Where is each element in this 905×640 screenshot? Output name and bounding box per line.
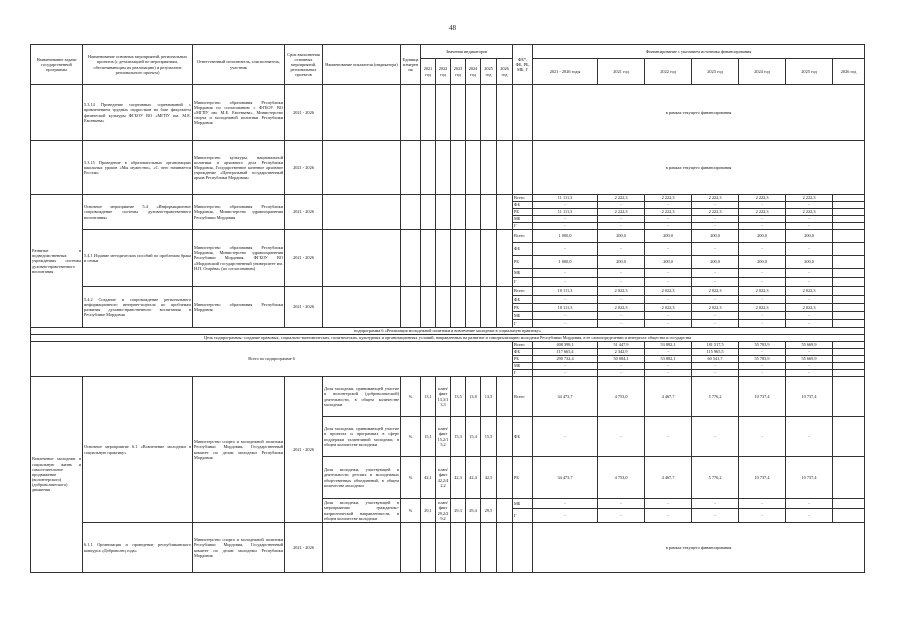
fund-source: РБ [513, 256, 533, 269]
fin-value: 55 669,9 [786, 342, 833, 349]
header-task-name: Наименование задачи государственной программы [31, 45, 83, 85]
indicator-name: Доля молодежи, участвующей в мероприятиях гражданско-патриотической направленности, в общем количестве молодежи [324, 500, 399, 521]
fin-value: 2 222,3 [692, 209, 739, 216]
fin-value: 10 737,4 [739, 377, 786, 417]
fin-value: 4 467,7 [645, 457, 692, 499]
table-row [31, 377, 865, 417]
subprogram-goal: Цель подпрограммы: создание правовых, социально-экономических, политических, культурных и организационных условий, направленных на развитие и самореализацию молодежи Республики Мордовия, в ее самоопределении и интересах общества и государства [31, 335, 865, 342]
fin-value: - [739, 202, 786, 209]
indicator-value: 13,1 [421, 377, 436, 417]
fund-source: Г [513, 320, 533, 328]
fin-value: - [598, 296, 645, 304]
responsible-cell: Министерство культуры, национальной политики и архивного дела Республики Мордовия, Государственное казенное архивное учреждение «Центральный государственный архив Республики Мордовия» [193, 141, 285, 195]
fin-year: 2023 год [692, 59, 739, 85]
fund-source: Всего [513, 195, 533, 202]
fin-value: 2 222,3 [645, 209, 692, 216]
fin-value: - [598, 417, 645, 457]
target-year: 2025 год [481, 59, 497, 85]
term-cell: 2021 - 2026 [285, 377, 323, 523]
header-fund-source: ФБ*, ФБ, РБ, МБ, Г [513, 45, 533, 85]
fin-value: 53 882,1 [645, 342, 692, 349]
fin-value: 2 022,3 [598, 304, 645, 312]
fund-source: Г [513, 509, 533, 523]
event-cell: 5.3.14 Проведение спортивных соревнований с привлечением трудных подростков на базе факультета физической культуры ФГБОУ ВО «МГПУ им. М.Е. Евсевьева» [83, 85, 193, 141]
fin-value: - [645, 417, 692, 457]
fin-value: 4 753,0 [598, 457, 645, 499]
indicator-value: 29,1 [421, 499, 436, 523]
indicator-value: план/факт 13,3/13,3 [436, 377, 451, 417]
indicator-value: 42,1 [421, 457, 436, 499]
fin-value: - [645, 243, 692, 256]
fin-value: 11 111,3 [533, 209, 598, 216]
target-year: 2026 год [497, 59, 513, 85]
fund-source: ФБ [513, 349, 533, 356]
financing-note: в рамках текущего финансирования [533, 85, 865, 141]
indicator-value: 42,5 [481, 457, 497, 499]
fin-value: - [645, 278, 692, 287]
responsible-cell: Министерство спорта и молодежной политики Республики Мордовия, Государственный комитет по делам молодежи Республики Мордовия [193, 523, 285, 573]
fin-value: 200,0 [692, 256, 739, 269]
fin-value: - [786, 320, 833, 328]
fin-value: - [645, 223, 692, 230]
target-year: 2023 год [451, 59, 466, 85]
fin-value: - [786, 202, 833, 209]
indicator-value: план/факт 29,2/29,2 [436, 499, 451, 523]
fin-value: 290 732,4 [533, 356, 598, 363]
fin-value: - [786, 312, 833, 320]
table-row [31, 342, 865, 349]
fin-value: 2 222,3 [739, 195, 786, 202]
indicator-name: Доля молодежи, участвующей в деятельности детских и молодежных общественных объединений, в общем количестве молодежи [323, 457, 401, 499]
indicator-name: Доля молодежи, принимающей участие в проектах и программах в сфере поддержки талантливой молодежи, в общем количестве молодежи [323, 417, 401, 457]
fin-value: - [739, 499, 786, 509]
fin-value: - [692, 370, 739, 377]
task-cell [31, 85, 83, 141]
table-row [31, 141, 865, 195]
fin-value: - [692, 243, 739, 256]
header-deadline: Срок выполнения основных мероприятий, региональных проектов [285, 45, 323, 85]
fin-value: - [645, 499, 692, 509]
header-indicator-name: Наименование показателя (индикатора) [323, 45, 401, 85]
fin-value: - [645, 363, 692, 370]
fin-value: 55 783,9 [739, 342, 786, 349]
fin-value: 1 000,0 [533, 256, 598, 269]
fin-value: - [598, 202, 645, 209]
subprogram-goal-row [31, 335, 865, 342]
fin-value: - [598, 320, 645, 328]
fin-value: - [645, 370, 692, 377]
fin-value: - [786, 499, 833, 509]
fin-value: - [739, 363, 786, 370]
fin-value: 200,0 [739, 256, 786, 269]
fin-value: 200,0 [645, 256, 692, 269]
fin-value: - [598, 499, 645, 509]
target-year: 2021 год [421, 59, 436, 85]
indicator-value: план/факт 15,2/15,2 [436, 417, 451, 457]
responsible-cell: Министерство образования Республики Мордовия по согласованию с ФГБОУ ВО «МГПУ им. М.Е. Евсевьева», Министерство спорта и молодежной политики Республики Мордовия [193, 85, 285, 141]
fin-value: 1 000,0 [533, 230, 598, 243]
table-header-row [31, 45, 865, 59]
term-cell: 2021 - 2026 [285, 141, 323, 195]
fin-value: - [786, 243, 833, 256]
fin-value: 408 398,1 [533, 342, 598, 349]
fin-value: 34 473,7 [533, 377, 598, 417]
fin-value: 2 222,3 [598, 195, 645, 202]
fin-value: - [692, 499, 739, 509]
fin-value: - [739, 296, 786, 304]
fin-value: 34 473,7 [533, 457, 598, 499]
fin-value: - [598, 243, 645, 256]
fin-value: - [533, 269, 598, 278]
responsible-cell: Министерство образования Республики Мордовия, Министерство здравоохранения Республики Мордовия, ФГБОУ ВО «Мордовский государственный университет им. Н.П. Огарёва» (по согласованию) [193, 230, 285, 287]
header-target-values: Значения индикаторов [421, 45, 513, 59]
fund-source: Всего [513, 287, 533, 296]
term-cell: 2021 - 2026 [285, 230, 323, 287]
event-cell: 6.1.1 Организация и проведение республиканского конкурса «Доброволец года» [83, 523, 193, 573]
program-table [30, 44, 865, 573]
fin-value: - [645, 509, 692, 523]
indicator-value: 15,5 [481, 417, 497, 457]
fin-value: - [645, 349, 692, 356]
indicator-value: 29,5 [481, 499, 497, 523]
fin-value: - [786, 278, 833, 287]
fin-value: - [739, 509, 786, 523]
fin-value: - [533, 223, 598, 230]
indicator-value: план/факт 42,2/42,2 [436, 457, 451, 499]
fin-value: 117 665,4 [533, 349, 598, 356]
fin-year: 2024 год [739, 59, 786, 85]
subprogram-title: подпрограмма 6 «Реализация молодежной политики и вовлечение молодежи в социальную практику» [31, 328, 865, 335]
event-cell: 5.4.1 Издание методических пособий по проблемам брака и семьи [83, 230, 193, 287]
indicator-value: 29,4 [466, 499, 481, 523]
indicator-value: 42,4 [466, 457, 481, 499]
fin-value: - [786, 370, 833, 377]
header-event-name: Наименование основных мероприятий, региональных проектов (с детализацией по мероприятиям, обеспечивающим их реализацию) и результатов регионального проекта) [83, 45, 193, 85]
fin-value: - [645, 312, 692, 320]
fin-value: - [692, 320, 739, 328]
fin-value: - [533, 320, 598, 328]
fin-value: - [645, 320, 692, 328]
fin-value: 2 022,3 [645, 287, 692, 296]
indicator-value: 42,3 [451, 457, 466, 499]
fin-value: 50 084,1 [598, 356, 645, 363]
fund-source: РБ [513, 209, 533, 216]
fund-source: МБ [513, 269, 533, 278]
indicator-value: 13,5 [451, 377, 466, 417]
fin-value: - [598, 509, 645, 523]
fin-value: - [739, 243, 786, 256]
fin-value: - [533, 312, 598, 320]
fin-value: - [739, 269, 786, 278]
fin-value: - [692, 223, 739, 230]
fin-year: 2026 год [833, 59, 865, 85]
task-cell [31, 141, 83, 195]
fin-value: - [533, 243, 598, 256]
fin-value: - [533, 216, 598, 223]
fin-value: - [598, 278, 645, 287]
fin-value: - [598, 223, 645, 230]
fin-value: - [533, 499, 598, 509]
table-row [31, 195, 865, 202]
fin-value: 200,0 [786, 256, 833, 269]
fund-source: ФБ [513, 417, 533, 457]
fin-value: 10 111,3 [533, 287, 598, 296]
fin-value: - [645, 216, 692, 223]
fin-value: - [598, 312, 645, 320]
task-cell: Развитие в подведомственных учреждениях системы духовно-нравственного воспитания [31, 195, 83, 328]
fin-value: - [786, 296, 833, 304]
fin-value: - [533, 363, 598, 370]
fund-source: РБ [513, 457, 533, 499]
fund-source: Г [513, 223, 533, 230]
fin-value: - [533, 296, 598, 304]
fin-value: 115 965,5 [692, 349, 739, 356]
fin-value: 200,0 [739, 230, 786, 243]
fin-value: 10 737,4 [739, 457, 786, 499]
fin-value: - [739, 312, 786, 320]
fin-value: 5 776,2 [692, 377, 739, 417]
fin-value: - [692, 202, 739, 209]
indicator-unit: % [401, 499, 421, 523]
fund-source: Г [513, 370, 533, 377]
fin-value: 11 111,3 [533, 195, 598, 202]
term-cell: 2021 - 2026 [285, 523, 323, 573]
fund-source: ФБ [513, 296, 533, 304]
subprogram-title-row [31, 328, 865, 335]
fin-value: 200,0 [645, 230, 692, 243]
fin-value: 5 776,2 [692, 457, 739, 499]
term-cell: 2021 - 2026 [285, 287, 323, 328]
fin-value: - [786, 509, 833, 523]
indicator-value: 29,3 [451, 499, 466, 523]
table-row [31, 287, 865, 296]
indicator-value: 15,1 [421, 417, 436, 457]
responsible-cell: Министерство образования Республики Мордовия, Министерство здравоохранения Республики Мордовия [193, 195, 285, 230]
fin-value: 200,0 [692, 230, 739, 243]
fin-year: 2025 год [786, 59, 833, 85]
fund-source: Всего [513, 377, 533, 417]
fin-value: - [533, 202, 598, 209]
fin-value: - [786, 216, 833, 223]
fund-source: МБ [513, 363, 533, 370]
total-label: Всего по подпрограмме 6 [31, 342, 513, 377]
fund-source: ФБ [513, 202, 533, 209]
fin-value: - [739, 370, 786, 377]
fin-value: 10 737,4 [786, 457, 833, 499]
fund-source: ФБ [513, 243, 533, 256]
table-row [31, 230, 865, 243]
fin-value: 2 022,3 [739, 287, 786, 296]
fin-value: - [786, 223, 833, 230]
header-unit: Единица измерения [401, 45, 421, 85]
fund-source: МБ [513, 499, 533, 509]
indicator-unit: % [401, 377, 421, 417]
fin-value: 2 342,9 [598, 349, 645, 356]
fin-value: 200,0 [786, 230, 833, 243]
fund-source: МБ [513, 312, 533, 320]
table-row [31, 523, 865, 573]
fin-value: - [739, 349, 786, 356]
fin-value: - [692, 363, 739, 370]
fin-value: - [739, 320, 786, 328]
fin-value: - [739, 278, 786, 287]
responsible-cell: Министерство образования Республики Мордовия [193, 287, 285, 328]
fin-value: - [533, 417, 598, 457]
fin-value: 2 022,3 [598, 287, 645, 296]
event-cell: 5.3.15 Проведение в образовательных организациях школьных уроков «Мы мужество», «С чего начинается Россия» [83, 141, 193, 195]
fin-value: - [786, 363, 833, 370]
fin-value: 2 022,3 [692, 304, 739, 312]
fin-value: - [692, 509, 739, 523]
event-cell: Основное мероприятие 6.1 «Вовлечение молодежи в социальную практику» [83, 377, 193, 523]
financing-note: в рамках текущего финансирования [533, 523, 865, 573]
header-responsible: Ответственный исполнитель, соисполнитель, участник [193, 45, 285, 85]
fund-source: Всего [513, 342, 533, 349]
fin-value: 60 541,7 [692, 356, 739, 363]
fin-value: 2 222,3 [786, 195, 833, 202]
fin-year: 2021 год [598, 59, 645, 85]
fin-value: 10 737,4 [786, 377, 833, 417]
fin-value: - [645, 296, 692, 304]
target-year: 2024 год [466, 59, 481, 85]
fin-value: - [739, 216, 786, 223]
target-year: 2022 год [436, 59, 451, 85]
fin-value: - [533, 278, 598, 287]
fund-source: РБ [513, 356, 533, 363]
fin-value: 2 022,3 [739, 304, 786, 312]
fin-value: - [598, 370, 645, 377]
indicator-unit: % [401, 457, 421, 499]
fin-value: 53 882,1 [645, 356, 692, 363]
fin-value: - [692, 296, 739, 304]
fin-value: - [533, 509, 598, 523]
fin-value: 181 517,5 [692, 342, 739, 349]
fin-value: - [533, 370, 598, 377]
fin-value: 2 022,3 [786, 287, 833, 296]
fin-value: - [598, 363, 645, 370]
fund-source: РБ [513, 304, 533, 312]
fin-year: 2021 - 2026 годы [533, 59, 598, 85]
fin-value: - [692, 278, 739, 287]
indicator-unit: % [401, 417, 421, 457]
fin-value: 2 022,3 [692, 287, 739, 296]
table-row [31, 85, 865, 141]
fin-value: 4 753,0 [598, 377, 645, 417]
indicator-value: 13,8 [466, 377, 481, 417]
term-cell: 2021 - 2026 [285, 85, 323, 141]
fin-value: 2 222,3 [645, 195, 692, 202]
fin-year: 2022 год [645, 59, 692, 85]
fin-value: - [692, 269, 739, 278]
fin-value: 2 022,3 [786, 304, 833, 312]
fin-value: - [786, 269, 833, 278]
fin-value: - [739, 223, 786, 230]
event-cell: Основное мероприятие 5.4 «Информационное сопровождение системы духовно-нравственного воспитания» [83, 195, 193, 230]
fin-value: 4 467,7 [645, 377, 692, 417]
indicator-value: 15,3 [451, 417, 466, 457]
fin-value: - [692, 312, 739, 320]
fin-value: - [692, 417, 739, 457]
fin-value: 200,0 [598, 230, 645, 243]
fund-source: Г [513, 278, 533, 287]
fin-value: - [645, 202, 692, 209]
header-financing: Финансирование с указанием источника финансирования [533, 45, 865, 59]
fin-value: 2 222,3 [786, 209, 833, 216]
fin-value: - [739, 417, 786, 457]
fin-value: 2 222,3 [692, 195, 739, 202]
fin-value: 10 111,3 [533, 304, 598, 312]
fin-value: 200,0 [598, 256, 645, 269]
fund-source: Всего [513, 230, 533, 243]
responsible-cell: Министерство спорта и молодежной политики Республики Мордовия, Государственный комитет по делам молодежи Республики Мордовия [193, 377, 285, 523]
term-cell: 2021 - 2026 [285, 195, 323, 230]
financing-note: в рамках текущего финансирования [533, 141, 865, 195]
fin-value: 2 022,3 [645, 304, 692, 312]
indicator-name: Доля молодежи, принимающей участие в волонтерской (добровольческой) деятельности, в общем количестве молодежи [323, 377, 401, 417]
fin-value: 55 669,9 [786, 356, 833, 363]
indicator-value: 13,5 [481, 377, 497, 417]
fin-value: 51 447,9 [598, 342, 645, 349]
fin-value: 2 222,3 [598, 209, 645, 216]
fund-source: МБ [513, 216, 533, 223]
fin-value: 55 783,9 [739, 356, 786, 363]
page-number: 48 [449, 24, 456, 32]
fin-value: - [786, 417, 833, 457]
fin-value: - [598, 269, 645, 278]
fin-value: - [786, 349, 833, 356]
fin-value: - [598, 216, 645, 223]
indicator-value: 15,4 [466, 417, 481, 457]
fin-value: 2 222,3 [739, 209, 786, 216]
fin-value: - [692, 216, 739, 223]
task-cell: Вовлечение молодежи в социальную жизнь и самостоятельное продвижение (волонтерского) (добровольческого) движения [31, 377, 83, 573]
event-cell: 5.4.2 Создание и сопровождение регионального информационного интернет-портала по проблемам развития духовно-нравственного воспитания в Республике Мордовия [83, 287, 193, 328]
fin-value: - [645, 269, 692, 278]
